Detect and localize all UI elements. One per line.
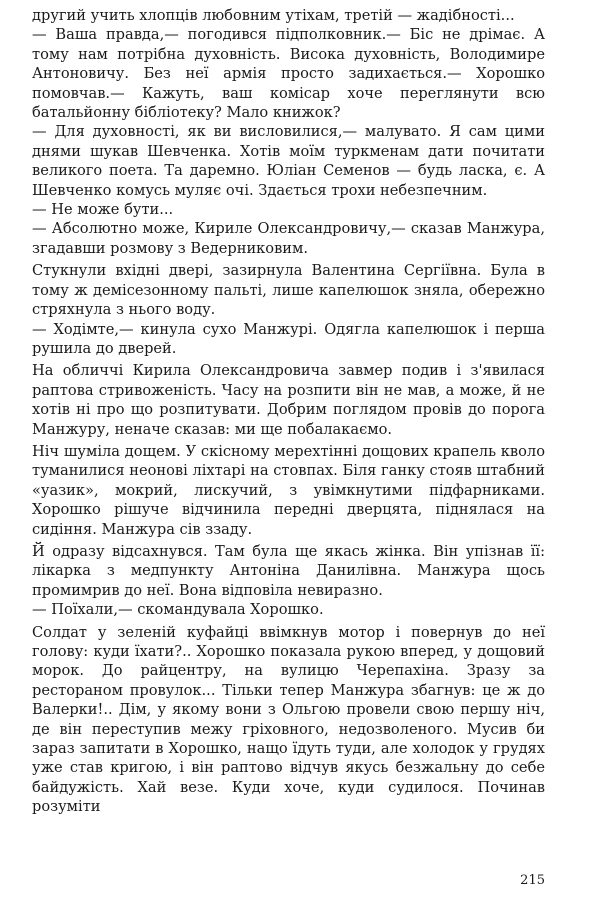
paragraph-1: другий учить хлопців любовним утіхам, третій — жадібності...: [32, 7, 515, 24]
paragraph-6: Стукнули вхідні двері, зазирнула Валентина Сергіївна. Була в тому ж демісезонному пальті, лише капелюшок зняла, обережно стряхнула з нього воду.: [32, 262, 545, 319]
paragraph-9: Ніч шуміла дощем. У скісному мерехтінні дощових крапель кволо туманилися неонові ліхтарі на стовпах. Біля ганку стояв штабний «уазик», мокрий, лискучий, з увімкнутими підфарниками. Хорошко рішуче відчинила передні дверцята, піднялася на сидіння. Манжура сів ззаду.: [32, 442, 545, 538]
paragraph-3: — Для духовності, як ви висловилися,— малувато. Я сам цими днями шукав Шевченка. Хотів моїм туркменам дати почитати великого поета. Та даремно. Юліан Семенов — будь ласка, є. А Шевченко комусь муляє очі. Здається трохи небезпечним.: [32, 123, 545, 199]
paragraph-7: — Ходімте,— кинула сухо Манжурі. Одягла капелюшок і перша рушила до дверей.: [32, 320, 545, 357]
paragraph-12: Солдат у зеленій куфайці ввімкнув мотор і повернув до неї голову: куди їхати?.. Хорошко показала рукою вперед, у дощовий морок. До райцентру, на вулицю Черепахіна. Зразу за рестораном провулок... Тільки тепер Манжура збагнув: це ж до Валерки!.. Дім, у якому вони з Ольгою провели свою першу ніч, де він переступив межу гріховного, недозволеного. Мусив би зараз запитати в Хорошко, нащо їдуть туди, але холодок у грудях уже став кригою, і він раптово відчув якусь безжальну до себе байдужість. Хай везе. Куди хоче, куди судилося. Починав розуміти: [32, 623, 545, 816]
paragraph-11: — Поїхали,— скомандувала Хорошко.: [32, 601, 324, 619]
paragraph-4: — Не може бути...: [32, 201, 174, 219]
paragraph-10: Й одразу відсахнувся. Там була ще якась жінка. Він упізнав її: лікарка з медпункту Антоніна Данилівна. Манжура щось промимрив до неї. Вона відповіла невиразно.: [32, 542, 545, 599]
paragraph-2: — Ваша правда,— погодився підполковник.— Біс не дрімає. А тому нам потрібна духовність. Висока духовність, Володимире Антоновичу. Без неї армія просто задихається.— Хорошко помовчав.— Кажуть, ваш комісар хоче переглянути всю батальйонну бібліотеку? Мало книжок?: [32, 26, 545, 122]
paragraph-5: — Абсолютно може, Кириле Олександровичу,— сказав Манжура, згадавши розмову з Ведерниковим.: [32, 220, 545, 257]
page-number: 215: [520, 873, 545, 888]
paragraph-8: На обличчі Кирила Олександровича завмер подив і з'явилася раптова стривоженість. Часу на розпити він не мав, а може, й не хотів ні про що розпитувати. Добрим поглядом провів до порога Манжуру, неначе сказав: ми ще побалакаємо.: [32, 362, 545, 438]
page-body: [32, 6, 545, 817]
